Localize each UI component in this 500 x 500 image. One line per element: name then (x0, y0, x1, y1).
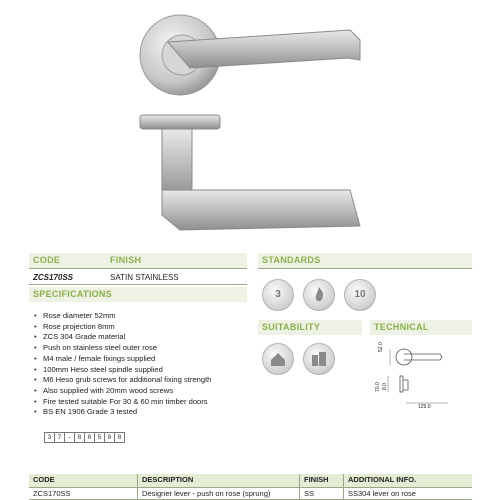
table-cell-additional-info: SS304 lever on rose (348, 489, 416, 498)
spec-item: • Rose projection 8mm (34, 322, 211, 333)
table-header-description: DESCRIPTION (142, 475, 194, 484)
barcode-digit: 3 (44, 432, 55, 443)
specifications-header: SPECIFICATIONS (33, 289, 113, 299)
dim-lever-length: 129.0 (418, 404, 431, 410)
spec-item: • BS EN 1906 Grade 3 tested (34, 407, 211, 418)
spec-item: • ZCS 304 Grade material (34, 332, 211, 343)
suitability-header: SUITABILITY (262, 322, 321, 332)
barcode-digit: 8 (74, 432, 85, 443)
barcode-digit: - (64, 432, 75, 443)
spec-item: • M6 Heso grub screws for additional fixing strength (34, 375, 211, 386)
spec-item: • Fire tested suitable For 30 & 60 min timber doors (34, 397, 211, 408)
table-cell-description: Designer lever - push on rose (sprung) (142, 489, 271, 498)
standards-header: STANDARDS (262, 255, 321, 265)
code-header: CODE (33, 255, 61, 265)
spec-item: • Also supplied with 20mm wood screws (34, 386, 211, 397)
barcode-digit: 0 (84, 432, 95, 443)
spec-item: • Rose diameter 52mm (34, 311, 211, 322)
barcode-digit: 8 (114, 432, 125, 443)
guarantee-badge-label: 10 (354, 289, 366, 300)
specifications-list (34, 311, 211, 418)
divider (258, 268, 472, 269)
dim-projection-a: 70.0 (375, 382, 381, 392)
barcode-digit: 5 (94, 432, 105, 443)
product-finish: SATIN STAINLESS (110, 273, 179, 282)
technical-header: TECHNICAL (374, 322, 429, 332)
spec-item: • 100mm Heso steel spindle supplied (34, 365, 211, 376)
table-cell-code: ZCS170SS (33, 489, 71, 498)
divider (29, 487, 472, 488)
table-cell-finish: SS (304, 489, 315, 498)
product-image (120, 0, 380, 240)
domestic-use-icon (262, 343, 294, 375)
dim-projection-b: 8.0 (382, 383, 388, 390)
commercial-use-icon (303, 343, 335, 375)
divider (29, 284, 247, 285)
table-header-finish: FINISH (304, 475, 329, 484)
spec-item: • M4 male / female fixings supplied (34, 354, 211, 365)
grade-badge-label: 3 (275, 289, 281, 300)
divider (29, 268, 247, 269)
barcode-number (44, 432, 124, 443)
barcode-digit: 7 (54, 432, 65, 443)
finish-header: FINISH (110, 255, 142, 265)
column-divider (299, 474, 300, 500)
column-divider (137, 474, 138, 500)
table-header-additional-info: ADDITIONAL INFO. (348, 475, 417, 484)
fire-rated-badge-icon (303, 279, 335, 311)
spec-item: • Push on stainless steel outer rose (34, 343, 211, 354)
barcode-digit: 0 (104, 432, 115, 443)
guarantee-badge-icon (344, 279, 376, 311)
column-divider (343, 474, 344, 500)
product-code: ZCS170SS (33, 273, 74, 282)
dim-rose-diameter: 52.0 (378, 342, 384, 352)
table-header-code: CODE (33, 475, 55, 484)
grade-badge-icon (262, 279, 294, 311)
